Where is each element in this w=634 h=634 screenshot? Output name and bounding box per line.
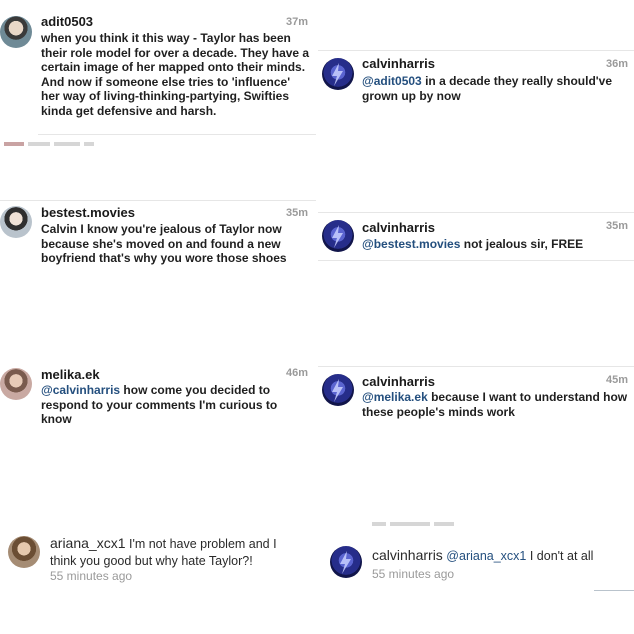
username-calvinharris[interactable]: calvinharris [362, 374, 435, 389]
lightning-avatar-icon [322, 374, 354, 406]
timestamp: 55 minutes ago [372, 567, 455, 581]
comment-text: @melika.ek because I want to understand how these people's minds work [362, 390, 628, 419]
lightning-avatar-icon [322, 220, 354, 252]
lightning-avatar-icon [322, 58, 354, 90]
divider [0, 200, 316, 201]
comment-ariana-xcx1 [0, 528, 316, 588]
avatar-calvinharris[interactable] [322, 220, 354, 252]
mention-link[interactable]: @melika.ek [362, 390, 428, 404]
mention-link[interactable]: @ariana_xcx1 [446, 549, 527, 563]
avatar-adit0503[interactable] [0, 16, 32, 48]
username-melika-ek[interactable]: melika.ek [41, 367, 100, 382]
comment-calvinharris-1 [318, 44, 634, 116]
comment-text: @calvinharris how come you decided to respond to your comments I'm curious to know [41, 383, 278, 427]
comment-text: Calvin I know you're jealous of Taylor now because she's moved on and found a new boyfriend that's why you wore those shoes [41, 222, 287, 266]
mention-link[interactable]: @bestest.movies [362, 237, 461, 251]
lightning-avatar-icon [330, 546, 362, 578]
avatar-ariana-xcx1[interactable] [8, 536, 40, 568]
comment-bestest-movies [0, 196, 316, 280]
cutoff-row [4, 142, 304, 146]
username-adit0503[interactable]: adit0503 [41, 14, 94, 29]
mention-link[interactable]: @calvinharris [41, 383, 121, 397]
timestamp: 35m [286, 207, 309, 219]
comment-text: ariana_xcx1 I'm not have problem and I think you good but why hate Taylor?! [50, 535, 277, 568]
comment-calvinharris-4 [318, 516, 634, 592]
avatar-calvinharris[interactable] [322, 374, 354, 406]
divider [38, 134, 316, 135]
timestamp: 35m [606, 220, 629, 232]
cutoff-row [372, 522, 492, 526]
avatar-melika-ek[interactable] [0, 368, 32, 400]
comment-melika-ek [0, 358, 316, 438]
username-bestest-movies[interactable]: bestest.movies [41, 205, 135, 220]
divider [318, 50, 634, 51]
timestamp: 37m [286, 16, 309, 28]
comment-text: when you think it this way - Taylor has been their role model for over a decade. They have a certain image of her mapped onto their minds. And now if someone else tries to 'influence' her way of living-thinking-partying, Swifties kinda get defensive and harsh. [41, 31, 310, 118]
mention-link[interactable]: @adit0503 [362, 74, 422, 88]
divider [318, 212, 634, 213]
divider [318, 260, 634, 261]
username-calvinharris[interactable]: calvinharris [362, 56, 435, 71]
timestamp: 46m [286, 367, 309, 379]
comment-calvinharris-2 [318, 210, 634, 270]
comment-text: @bestest.movies not jealous sir, FREE [362, 237, 584, 251]
username-calvinharris[interactable]: calvinharris [372, 547, 443, 563]
timestamp: 55 minutes ago [50, 569, 133, 583]
avatar-bestest-movies[interactable] [0, 206, 32, 238]
username-calvinharris[interactable]: calvinharris [362, 220, 435, 235]
avatar-calvinharris[interactable] [322, 58, 354, 90]
timestamp: 45m [606, 374, 629, 386]
comment-text: @adit0503 in a decade they really should've grown up by now [362, 74, 612, 103]
timestamp: 36m [606, 58, 629, 70]
divider [318, 366, 634, 367]
comment-calvinharris-3 [318, 364, 634, 426]
comment-adit0503 [0, 0, 316, 146]
divider [594, 590, 634, 591]
username-ariana-xcx1[interactable]: ariana_xcx1 [50, 535, 126, 551]
avatar-calvinharris[interactable] [330, 546, 362, 578]
comment-text: calvinharris @ariana_xcx1 I don't at all [372, 547, 594, 563]
